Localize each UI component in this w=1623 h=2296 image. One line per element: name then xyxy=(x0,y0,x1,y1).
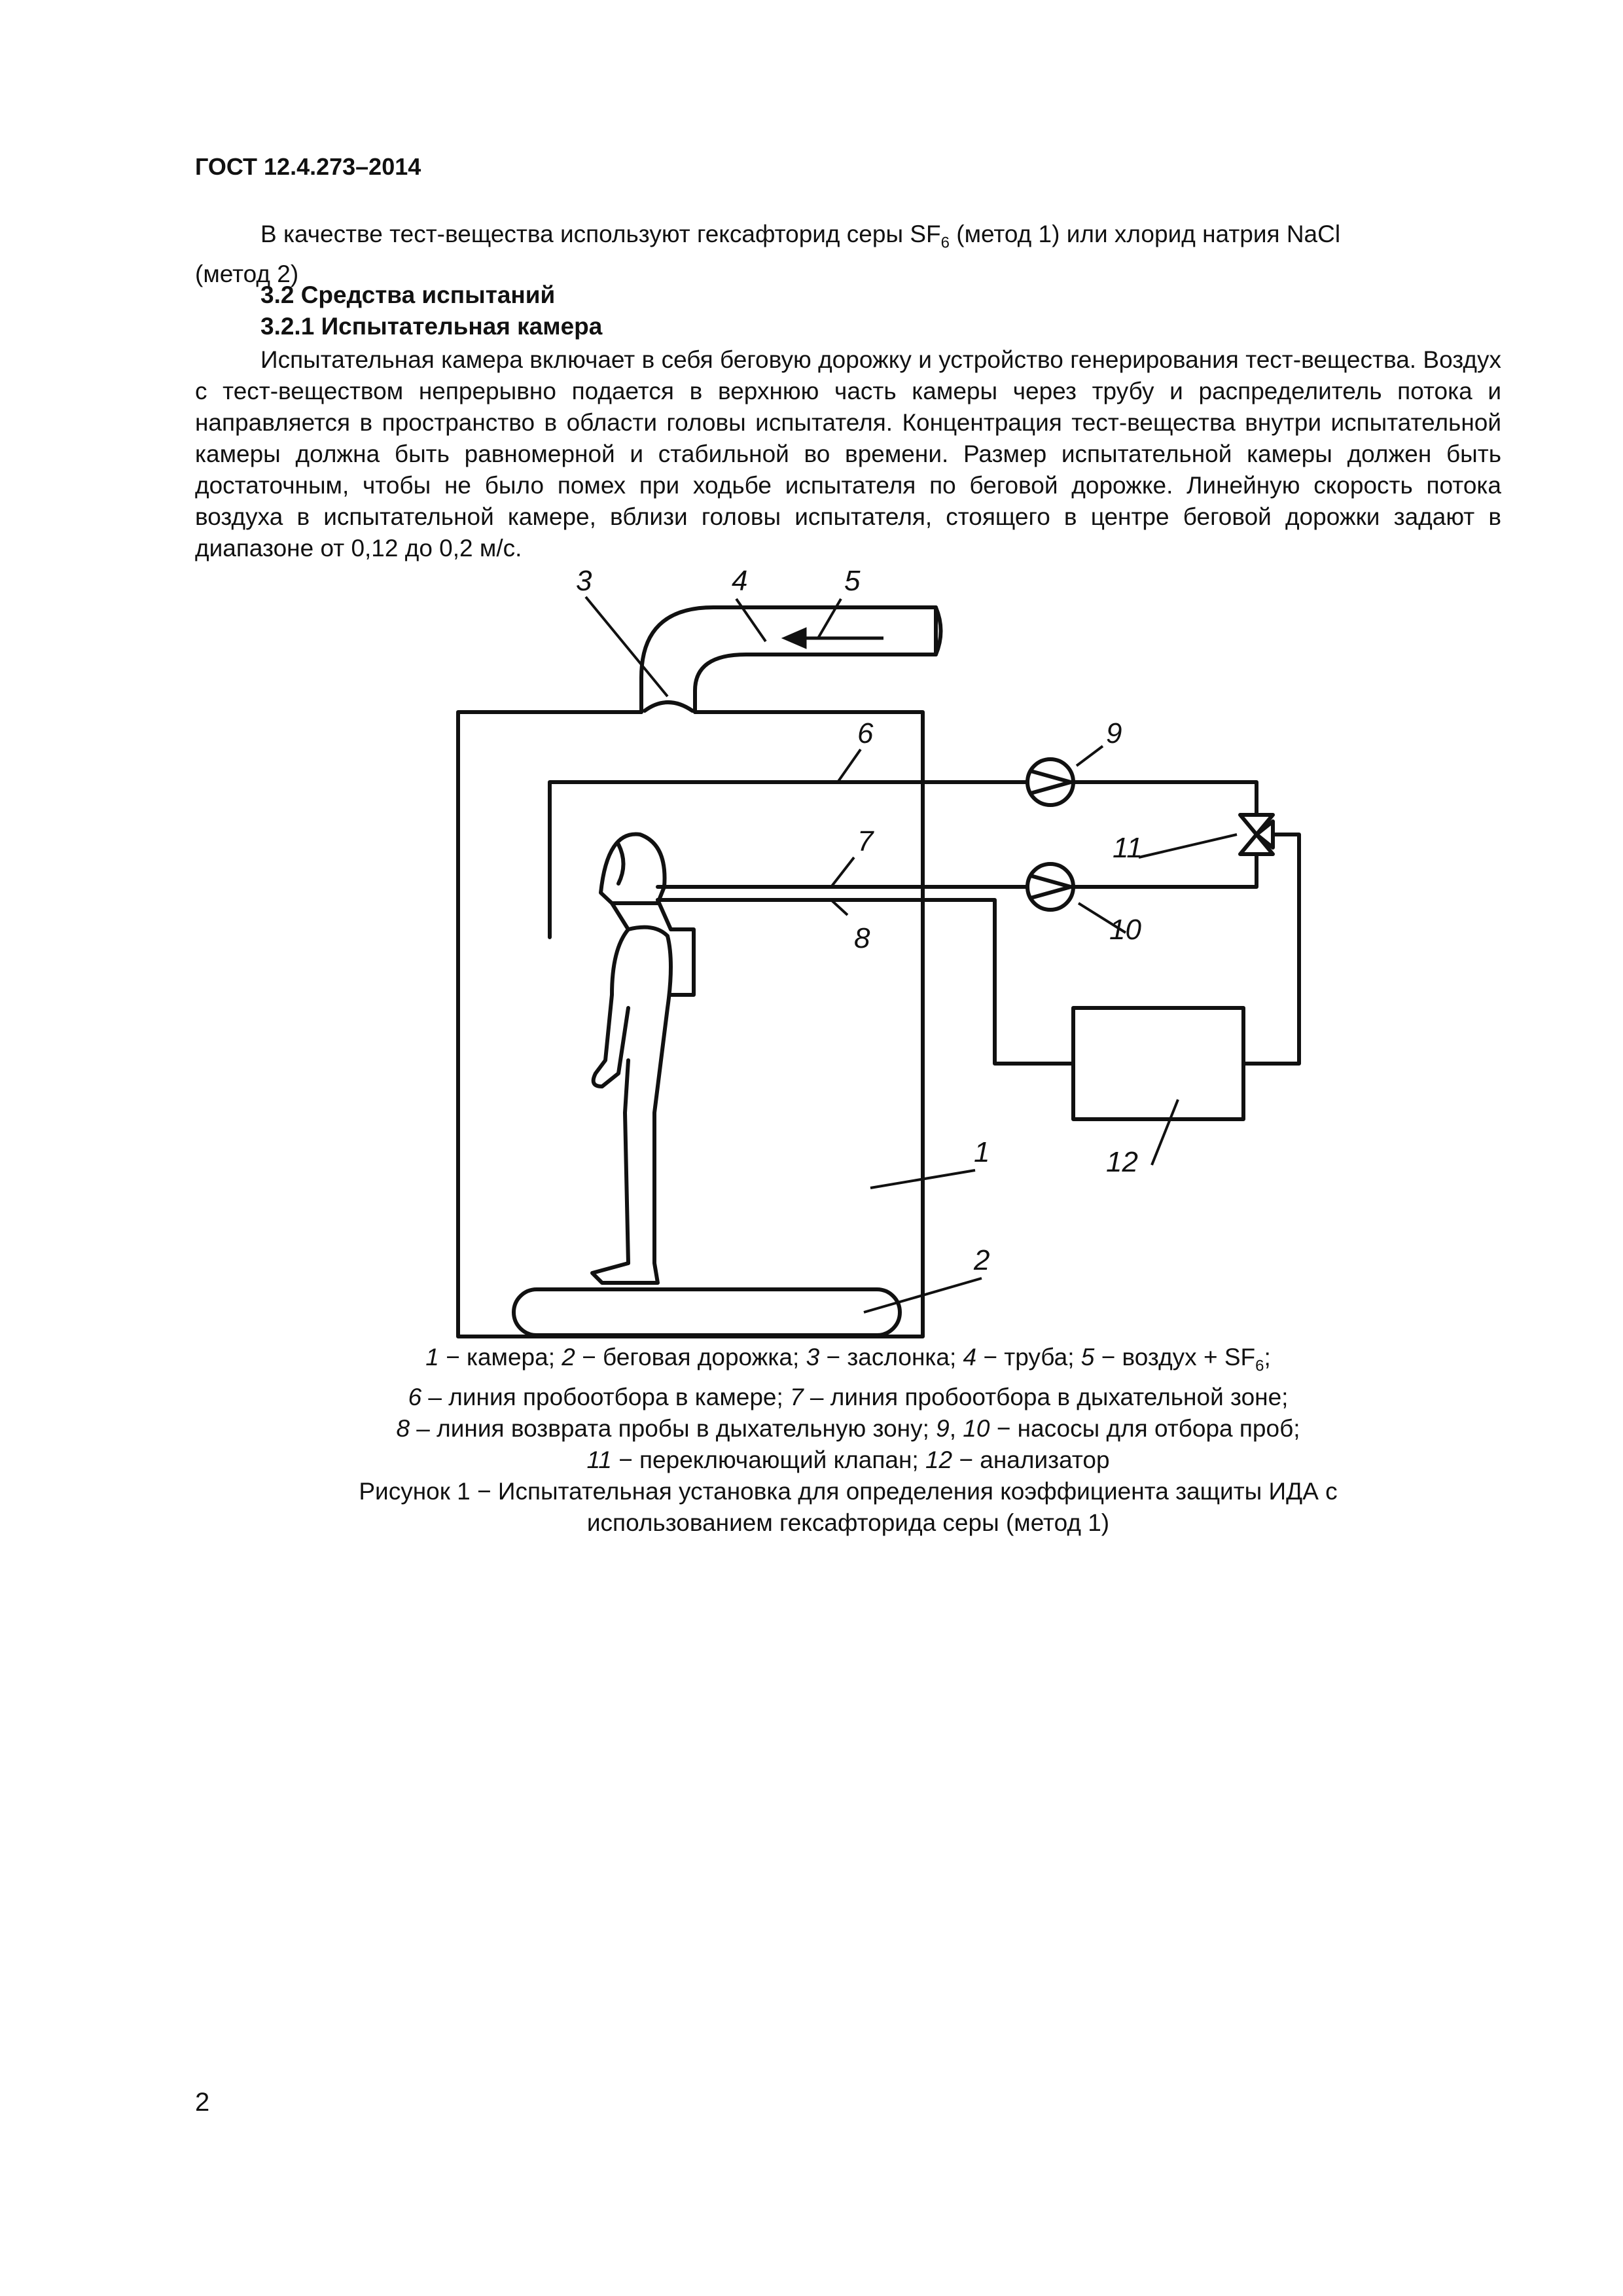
label-9: 9 xyxy=(1106,717,1122,749)
intro-line-2: (метод 2) xyxy=(195,260,299,288)
section-title: 3.2 Средства испытаний xyxy=(260,281,556,308)
label-8: 8 xyxy=(854,922,870,954)
label-12: 12 xyxy=(1106,1146,1138,1178)
label-11: 11 xyxy=(1113,832,1143,864)
legend-line-3: 8 – линия возврата пробы в дыхательную зону; 9, 10 − насосы для отбора проб; xyxy=(396,1415,1300,1443)
label-4: 4 xyxy=(732,565,748,597)
legend-line-1: 1 − камера; 2 − беговая дорожка; 3 − заслонка; 4 − труба; 5 − воздух + $SF_6$; xyxy=(425,1344,1271,1375)
person-body xyxy=(592,927,671,1283)
section-subtitle: 3.2.1 Испытательная камера xyxy=(260,313,603,340)
document-number: ГОСТ 12.4.273–2014 xyxy=(195,153,421,180)
figure-legend xyxy=(195,1342,1501,1539)
analyzer-box xyxy=(1073,1008,1243,1119)
treadmill xyxy=(514,1289,900,1335)
pipe-top-edge xyxy=(695,655,936,712)
damper xyxy=(645,702,692,711)
label-7: 7 xyxy=(857,825,874,857)
legend-line-4: 11 − переключающий клапан; 12 − анализатор xyxy=(586,1446,1110,1474)
label-3: 3 xyxy=(576,565,592,597)
pipe-outer-edge xyxy=(641,607,936,712)
intro-text-start: В качестве тест-вещества используют гексафторид серы SF xyxy=(260,221,941,247)
label-5: 5 xyxy=(844,565,861,597)
legend-line-2: 6 – линия пробоотбора в камере; 7 – линия пробоотбора в дыхательной зоне; xyxy=(408,1384,1289,1411)
figure-caption-line-2: использованием гексафторида серы (метод 1) xyxy=(586,1509,1110,1537)
label-6: 6 xyxy=(857,717,874,749)
person-backpack xyxy=(658,900,694,995)
page-number: 2 xyxy=(195,2088,210,2117)
label-10: 10 xyxy=(1109,914,1141,946)
intro-text-end: (метод 1) или хлорид натрия NaCl xyxy=(949,221,1341,247)
label-1: 1 xyxy=(974,1136,990,1168)
person-head xyxy=(601,834,665,903)
label-2: 2 xyxy=(974,1244,990,1276)
section-paragraph: Испытательная камера включает в себя беговую дорожку и устройство генерирования тест-вещества. Воздух с тест-веществом непрерывно подается в верхнюю часть камеры через трубу и распределитель потока и направляется в пространство в области головы испытателя. Концентрация тест-вещества внутри испытательной камеры должна быть равномерной и стабильной во времени. Размер испытательной камеры должен быть достаточным, чтобы не было помех при ходьбе испытателя по беговой дорожке. Линейную скорость потока воздуха в испытательной камере, вблизи головы испытателя, стоящего в центре беговой дорожки задают в диапазоне от 0,12 до 0,2 м/с. xyxy=(195,346,1501,562)
valve-analyzer-line xyxy=(1243,834,1299,1064)
intro-subscript: 6 xyxy=(940,234,950,252)
figure-caption-line-1: Рисунок 1 − Испытательная установка для определения коэффициента защиты ИДА с xyxy=(359,1478,1338,1505)
person-arm xyxy=(594,903,628,1086)
chamber-outline xyxy=(458,712,923,1336)
